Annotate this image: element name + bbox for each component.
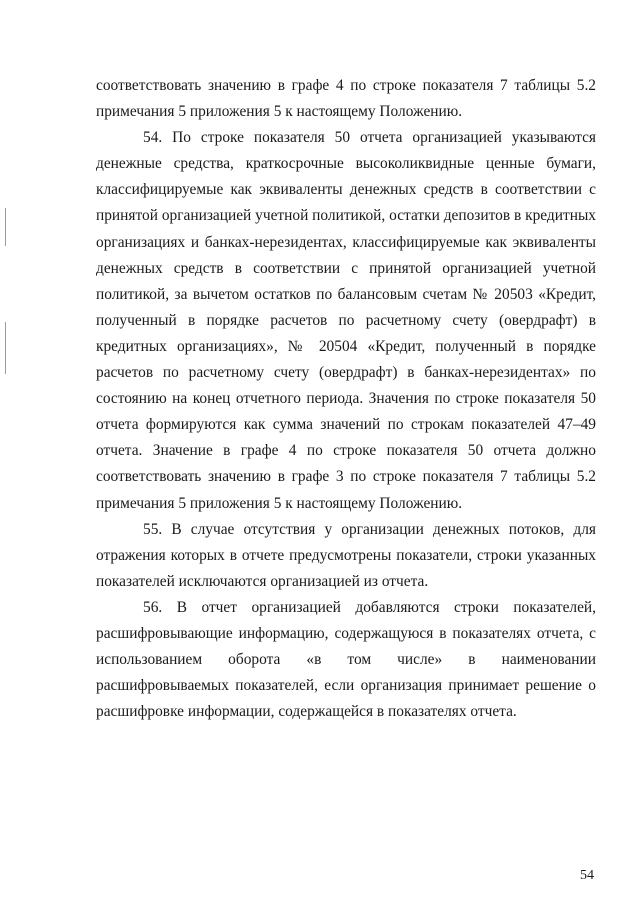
margin-mark [5, 208, 6, 246]
margin-mark [5, 322, 6, 374]
page-number: 54 [580, 868, 594, 883]
document-body [96, 73, 596, 725]
paragraph-55: 55. В случае отсутствия у организации денежных потоков, для отражения которых в отчете предусмотрены показатели, строки указанных показателей исключаются организацией из отчета. [96, 520, 596, 590]
paragraph-54: 54. По строке показателя 50 отчета организацией указываются денежные средства, краткосрочные высоколиквидные ценные бумаги, классифицируемые как эквиваленты денежных средств в соответствии с принятой организацией учетной политикой, остатки депозитов в кредитных организациях и банках-нерезидентах, классифицируемые как эквиваленты денежных средств в соответствии с принятой организацией учетной политикой, за вычетом остатков по балансовым счетам № 20503 «Кредит, полученный в порядке расчетов по расчетному счету (овердрафт) в кредитных организациях», № 20504 «Кредит, полученный в порядке расчетов по расчетному счету (овердрафт) в банках-нерезидентах» по состоянию на конец отчетного периода. Значения по строке показателя 50 отчета формируются как сумма значений по строкам показателей 47–49 отчета. Значение в графе 4 по строке показателя 50 отчета должно соответствовать значению в графе 3 по строке показателя 7 таблицы 5.2 примечания 5 приложения 5 к настоящему Положению. [96, 129, 596, 512]
paragraph-56: 56. В отчет организацией добавляются строки показателей, расшифровывающие информацию, содержащуюся в показателях отчета, с использованием оборота «в том числе» в наименовании расшифровываемых показателей, если организация принимает решение о расшифровке информации, содержащейся в показателях отчета. [96, 598, 596, 721]
paragraph-continuation: соответствовать значению в графе 4 по строке показателя 7 таблицы 5.2 примечания 5 приложения 5 к настоящему Положению. [96, 77, 596, 121]
